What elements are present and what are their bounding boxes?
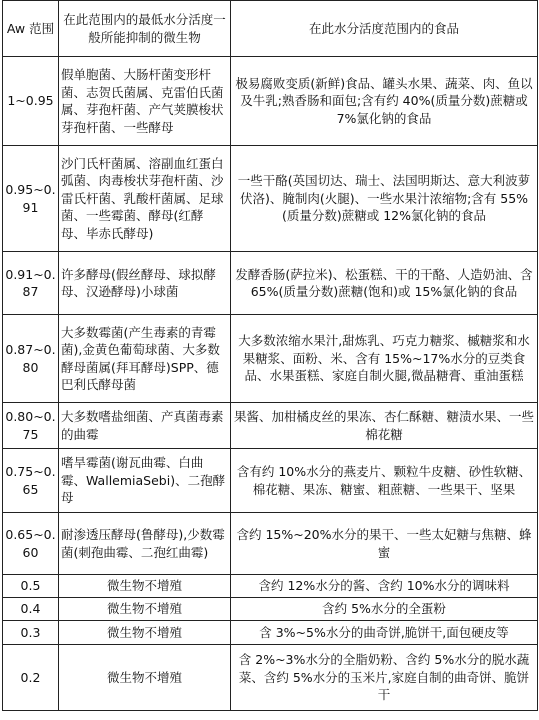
header-microbe: 在此范围内的最低水分活度一般所能抑制的微生物 [59,1,231,57]
table-row [3,403,538,449]
aw-range-cell: 0.75~0.65 [3,449,59,513]
microbe-cell: 微生物不增殖 [59,621,231,645]
aw-range-cell: 0.4 [3,598,59,621]
food-cell: 含约 15%~20%水分的果干、一些太妃糖与焦糖、蜂蜜 [231,513,538,575]
microbe-cell: 许多酵母(假丝酵母、球拟酵母、汉逊酵母)小球菌 [59,252,231,315]
food-cell: 含约 12%水分的酱、含约 10%水分的调味料 [231,575,538,598]
food-cell: 含约 5%水分的全蛋粉 [231,598,538,621]
table-row [3,315,538,403]
aw-range-cell: 0.95~0.91 [3,146,59,252]
aw-range-cell: 0.80~0.75 [3,403,59,449]
food-cell: 发酵香肠(萨拉米)、松蛋糕、干的干酪、人造奶油、含 65%(质量分数)蔗糖(饱和)或 15%氯化钠的食品 [231,252,538,315]
aw-table-top [2,0,538,315]
table-header-row [3,1,538,57]
microbe-cell: 耐渗透压酵母(鲁酵母),少数霉菌(刺孢曲霉、二孢红曲霉) [59,513,231,575]
table-row [3,449,538,513]
aw-range-cell: 0.91~0.87 [3,252,59,315]
table-row [3,598,538,621]
aw-table-bottom [2,314,538,711]
microbe-cell: 大多数霉菌(产生毒素的青霉菌),金黄色葡萄球菌、大多数酵母菌属(拜耳酵母)SPP、德巴利氏酵母菌 [59,315,231,403]
table-row [3,513,538,575]
microbe-cell: 假单胞菌、大肠杆菌变形杆菌、志贺氏菌属、克雷伯氏菌属、芽孢杆菌、产气荚膜梭状芽孢杆菌、一些酵母 [59,57,231,146]
aw-range-cell: 1~0.95 [3,57,59,146]
aw-range-cell: 0.87~0.80 [3,315,59,403]
header-aw: Aw 范围 [3,1,59,57]
microbe-cell: 沙门氏杆菌属、溶副血红蛋白弧菌、肉毒梭状芽孢杆菌、沙雷氏杆菌、乳酸杆菌属、足球菌、一些霉菌、酵母(红酵母、毕赤氏酵母) [59,146,231,252]
microbe-cell: 嗜旱霉菌(谢瓦曲霉、白曲霉、WallemiaSebi)、二孢酵母 [59,449,231,513]
table-row [3,645,538,711]
table-row [3,146,538,252]
table-row [3,621,538,645]
aw-range-cell: 0.65~0.60 [3,513,59,575]
food-cell: 含有约 10%水分的燕麦片、颗粒牛皮糖、砂性软糖、棉花糖、果冻、糖蜜、粗蔗糖、一些果干、坚果 [231,449,538,513]
food-cell: 果酱、加柑橘皮丝的果冻、杏仁酥糖、糖渍水果、一些棉花糖 [231,403,538,449]
table-row [3,575,538,598]
table-row [3,57,538,146]
food-cell: 含 2%~3%水分的全脂奶粉、含约 5%水分的脱水蔬菜、含约 5%水分的玉米片,家庭自制的曲奇饼、脆饼干 [231,645,538,711]
microbe-cell: 大多数嗜盐细菌、产真菌毒素的曲霉 [59,403,231,449]
food-cell: 一些干酪(英国切达、瑞士、法国明斯达、意大利波萝伏洛)、腌制肉(火腿)、一些水果汁浓缩物;含有 55%(质量分数)蔗糖或 12%氯化钠的食品 [231,146,538,252]
microbe-cell: 微生物不增殖 [59,575,231,598]
aw-range-cell: 0.2 [3,645,59,711]
aw-range-cell: 0.5 [3,575,59,598]
aw-range-cell: 0.3 [3,621,59,645]
microbe-cell: 微生物不增殖 [59,645,231,711]
food-cell: 极易腐败变质(新鲜)食品、罐头水果、蔬菜、肉、鱼以及牛乳;熟香肠和面包;含有约 40%(质量分数)蔗糖或 7%氯化钠的食品 [231,57,538,146]
food-cell: 大多数浓缩水果汁,甜炼乳、巧克力糖浆、槭糖浆和水果糖浆、面粉、米、含有 15%~17%水分的豆类食品、水果蛋糕、家庭自制火腿,微晶糖膏、重油蛋糕 [231,315,538,403]
food-cell: 含 3%~5%水分的曲奇饼,脆饼干,面包硬皮等 [231,621,538,645]
header-food: 在此水分活度范围内的食品 [231,1,538,57]
microbe-cell: 微生物不增殖 [59,598,231,621]
table-row [3,252,538,315]
